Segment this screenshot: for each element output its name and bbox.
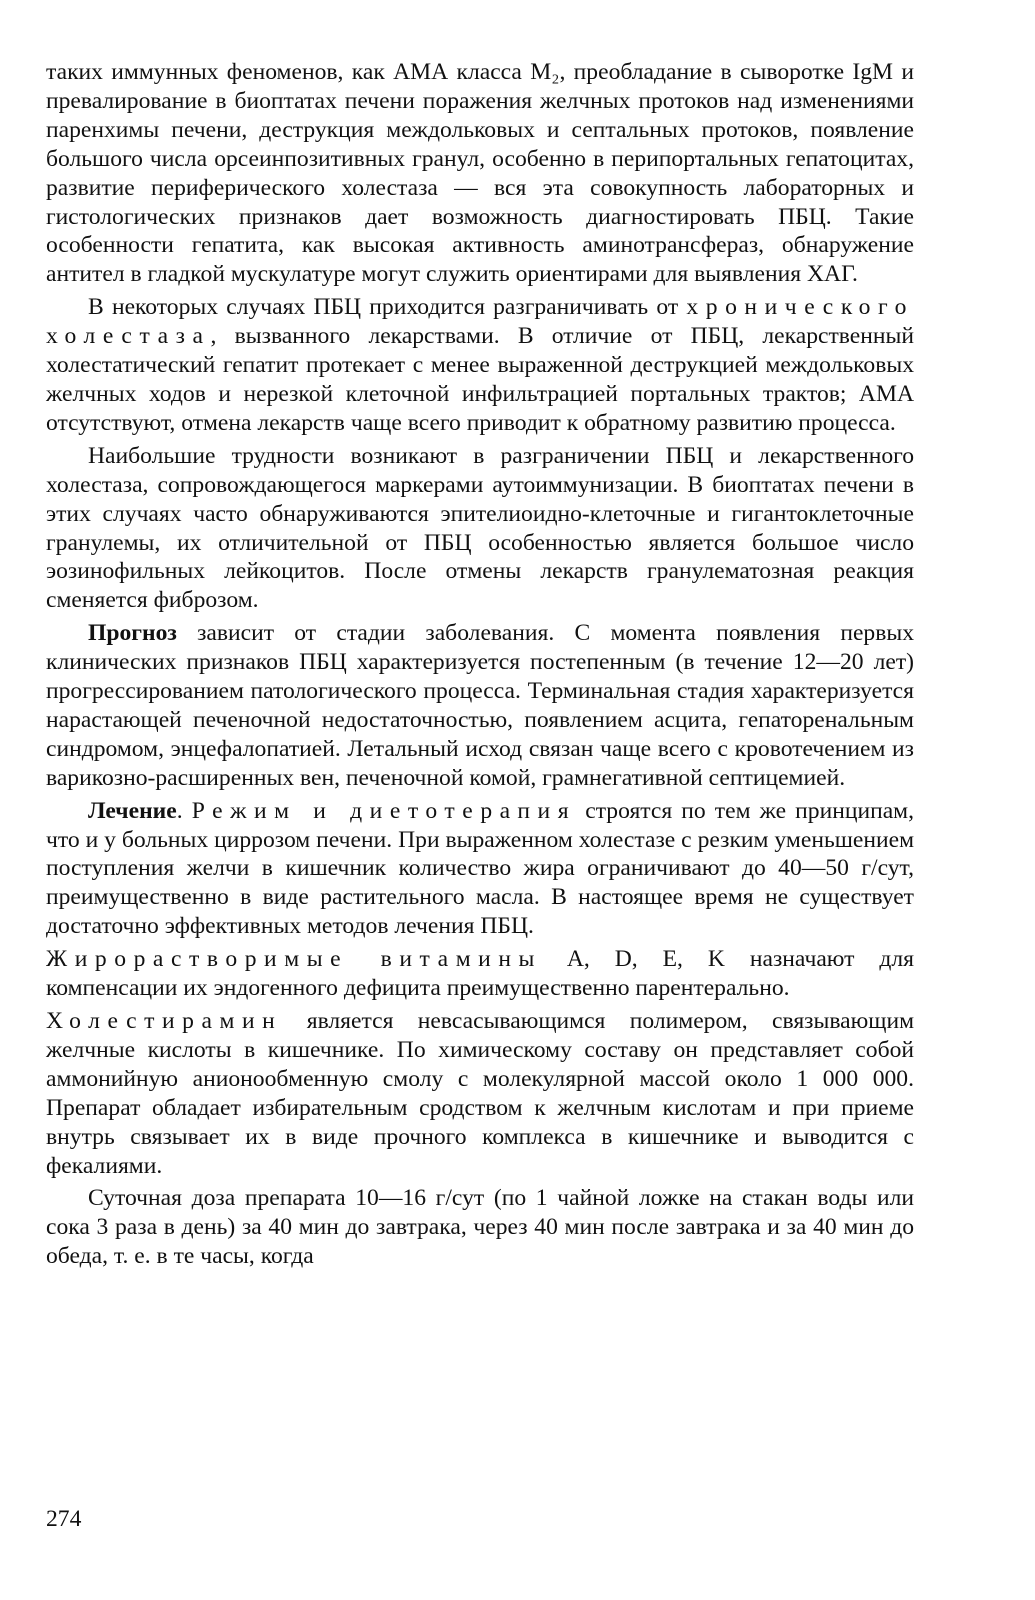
- paragraph-8-text: Суточная доза препарата 10—16 г/сут (по 1 чайной ложке на стакан воды или сока 3 раза в день) за 40 мин до завтрака, через 40 мин после завтрака и за 40 мин до обеда, т. е. в те часы, когда: [46, 1185, 914, 1270]
- paragraph-6: [46, 945, 914, 1003]
- heading-treatment: Лечение: [88, 797, 177, 824]
- term-chronic-cholestasis: хронического холестаза: [46, 294, 914, 350]
- paragraph-4: [46, 619, 914, 792]
- term-cholestyramine: Холестирамин: [46, 1008, 283, 1034]
- term-fat-soluble-vitamins: Жирорастворимые витамины: [46, 946, 542, 973]
- page-number: 274: [46, 1506, 82, 1532]
- paragraph-1-text: таких иммунных феноменов, как АМА класса M₂, преобладание в сыворотке IgM и превалирование в биоптатах печени поражения желчных протоков над изменениями паренхимы печени, деструкция междольковых и септальных протоков, появление большого числа орсеинпозитивных гранул, особенно в перипортальных гепатоцитах, развитие периферического холестаза — вся эта совокупность лабораторных и гистологических признаков дает возможность диагностировать ПБЦ. Такие особенности гепатита, как высокая активность аминотрансфераз, обнаружение антител в гладкой мускулатуре могут служить ориентирами для выявления ХАГ.: [46, 59, 914, 288]
- paragraph-5-text: строятся по тем же принципам, что и у больных циррозом печени. При выраженном холестазе с резким уменьшением поступления желчи в кишечник количество жира ограничивают до 40—50 г/сут, преимущественно в виде растительного масла. В настоящее время не существует достаточно эффективных методов лечения ПБЦ.: [46, 797, 914, 940]
- paragraph-7-text: является невсасывающимся полимером, связывающим желчные кислоты в кишечнике. По химическому составу он представляет собой аммонийную анионообменную смолу с молекулярной массой около 1 000 000. Препарат обладает избирательным сродством к желчным кислотам и при приеме внутрь связывает их в виде прочного комплекса в кишечнике и выводится с фекалиями.: [46, 1008, 914, 1179]
- paragraph-6-text: A, D, E, K назначают для компенсации их эндогенного дефицита преимущественно парентерально.: [46, 946, 914, 1002]
- paragraph-3-text: Наибольшие трудности возникают в разграничении ПБЦ и лекарственного холестаза, сопровождающегося маркерами аутоиммунизации. В биоптатах печени в этих случаях часто обнаруживаются эпителиоидно-клеточные и гигантоклеточные гранулемы, их отличительной от ПБЦ особенностью является большое число эозинофильных лейкоцитов. После отмены лекарств гранулематозная реакция сменяется фиброзом.: [46, 442, 914, 614]
- term-regime-diet: Режим и диетотерапия: [191, 797, 577, 824]
- paragraph-8: [46, 1184, 914, 1271]
- paragraph-3: [46, 442, 914, 615]
- paragraph-4-text: зависит от стадии заболевания. С момента появления первых клинических признаков ПБЦ характеризуется постепенным (в течение 12—20 лет) прогрессированием патологического процесса. Терминальная стадия характеризуется нарастающей печеночной недостаточностью, появлением асцита, гепаторенальным синдромом, энцефалопатией. Летальный исход связан чаще всего с кровотечением из варикозно-расширенных вен, печеночной комой, грамнегативной септицемией.: [46, 620, 914, 791]
- paragraph-5: [46, 797, 914, 942]
- heading-prognosis: Прогноз: [88, 620, 177, 647]
- page-body: [46, 58, 914, 1271]
- paragraph-1: [46, 58, 914, 289]
- paragraph-2-text-a: В некоторых случаях ПБЦ приходится разграничивать от: [88, 294, 687, 321]
- paragraph-5-punct: .: [176, 797, 192, 824]
- paragraph-7: [46, 1007, 914, 1180]
- paragraph-2: [46, 293, 914, 438]
- paragraph-2-text-b: , вызванного лекарствами. В отличие от ПБЦ, лекарственный холестатический гепатит протекает с менее выраженной деструкцией междольковых желчных ходов и нерезкой клеточной инфильтрацией портальных трактов; АМА отсутствуют, отмена лекарств чаще всего приводит к обратному развитию процесса.: [46, 323, 914, 436]
